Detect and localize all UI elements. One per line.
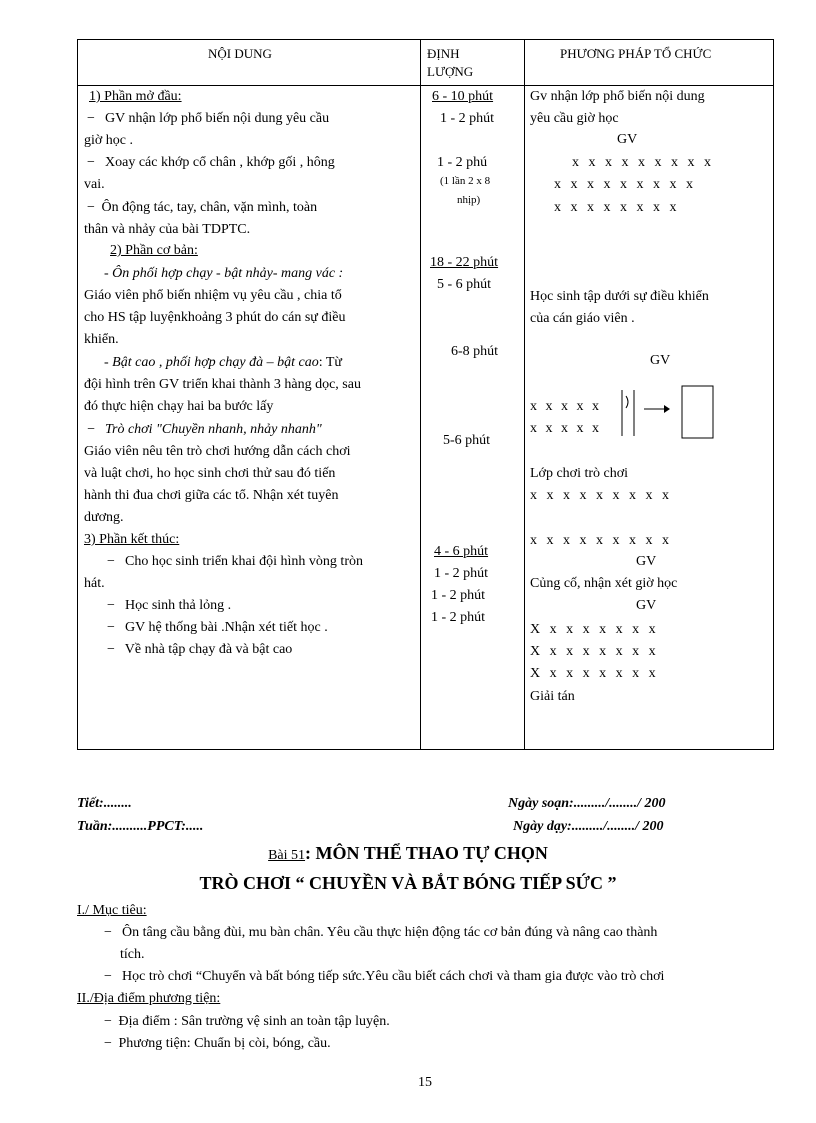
p1-time-note: (1 lần 2 x 8 [440, 175, 491, 187]
dash-icon: − [104, 1036, 112, 1051]
bracket-icon [626, 396, 628, 408]
table-col-divider-1 [420, 39, 421, 750]
p3-formation-row: X x x x x x x x [530, 622, 656, 637]
p3-time-b: 1 - 2 phút [431, 588, 486, 603]
part2-b-line: đội hình trên GV triển khai thành 3 hàng dọc, sau [84, 377, 361, 392]
p1-formation-row: x x x x x x x x x [554, 177, 693, 192]
p2-time-total: 18 - 22 phút [430, 255, 499, 270]
p3-time-a: 1 - 2 phút [434, 566, 489, 581]
dia-diem-item-1: − Địa điểm : Sân trường vệ sinh an toàn tập luyện. [101, 1011, 390, 1033]
part2-a-line: khiển. [84, 332, 119, 347]
lesson-subtitle: TRÒ CHƠI “ CHUYỀN VÀ BẮT BÓNG TIẾP SỨC ” [199, 873, 617, 893]
dash-icon: − [107, 598, 115, 613]
part2-c-title: − Trò chơi "Chuyền nhanh, nhảy nhanh" [84, 419, 322, 441]
part3-item-2: − Học sinh thả lỏng . [104, 595, 231, 617]
p1-method-2: yêu cầu giờ học [530, 111, 619, 126]
table-bottom-border [77, 749, 774, 750]
p1-time-note-2: nhịp) [457, 194, 481, 206]
p2-time-c: 5-6 phút [443, 433, 491, 448]
part1-item-2-cont: vai. [84, 177, 105, 192]
p2-game-row: x x x x x x x x x [530, 533, 669, 548]
p1-time-b: 1 - 2 phú [437, 155, 488, 170]
p3-review: Củng cố, nhận xét giờ học [530, 576, 678, 591]
p1-formation-row: x x x x x x x x [554, 200, 677, 215]
p1-gv: GV [617, 132, 638, 147]
part1-item-1-cont: giờ học . [84, 133, 134, 148]
tiet-label: Tiết:........ [77, 796, 132, 811]
dia-diem-item-2: − Phương tiện: Chuẩn bị còi, bóng, cầu. [101, 1033, 331, 1055]
dia-diem-heading: II./Địa điểm phương tiện: [77, 991, 221, 1006]
p2-game-label: Lớp chơi trò chơi [530, 466, 629, 481]
header-dinh: ĐỊNH [427, 46, 460, 61]
part1-item-3-cont: thân và nhảy của bài TDPTC. [84, 222, 251, 237]
dash-icon: − [86, 422, 96, 437]
table-top-border [77, 39, 774, 40]
part1-item-2: − Xoay các khớp cổ chân , khớp gối , hông [84, 152, 414, 174]
ngay-soan-label: Ngày soạn:........./......../ 200 [508, 796, 666, 811]
p2-formation-row: x x x x x [530, 421, 599, 436]
p3-time-total: 4 - 6 phút [434, 544, 489, 559]
jump-diagram [620, 384, 720, 442]
part2-c-line: dương. [84, 510, 124, 525]
p1-formation-row: x x x x x x x x x [572, 155, 711, 170]
p2-method-2: của cán giáo viên . [530, 311, 635, 326]
dash-icon: − [107, 642, 115, 657]
part3-item-4: − Về nhà tập chạy đà và bật cao [104, 639, 292, 661]
p3-time-c: 1 - 2 phút [431, 610, 486, 625]
table-left-border [77, 39, 78, 750]
dash-icon: − [104, 925, 112, 940]
muc-tieu-item-2: − Học trò chơi “Chuyển và bất bóng tiếp sức.Yêu cầu biết cách chơi và tham gia được vào trò chơi [101, 966, 664, 988]
p2-time-b: 6-8 phút [451, 344, 499, 359]
part3-item-3: − GV hệ thống bài .Nhận xét tiết học . [104, 617, 328, 639]
part1-title: 1) Phần mở đầu: [89, 89, 182, 104]
dash-icon: − [87, 111, 95, 126]
part2-c-line: Giáo viên nêu tên trò chơi hướng dẫn cách chơi [84, 444, 351, 459]
dash-icon: − [87, 155, 95, 170]
p2-gv: GV [650, 353, 671, 368]
part2-a-line: cho HS tập luyệnkhoảng 3 phút do cán sự điều [84, 310, 346, 325]
muc-tieu-heading: I./ Mục tiêu: [77, 903, 147, 918]
part2-b-line: đó thực hiện chạy hai ba bước lấy [84, 399, 274, 414]
ngay-day-label: Ngày dạy:........./......../ 200 [513, 819, 664, 834]
part1-item-1: − GV nhận lớp phổ biến nội dung yêu cầu [84, 108, 414, 130]
p2-method-1: Học sinh tập dưới sự điều khiển [530, 289, 709, 304]
part2-c-line: hành thi đua chơi giữa các tổ. Nhận xét tuyên [84, 488, 339, 503]
muc-tieu-item-1: − Ôn tâng cầu bằng đùi, mu bàn chân. Yêu cầu thực hiện động tác cơ bản đúng và nâng cao thành [101, 922, 657, 944]
header-luong: LƯỢNG [427, 64, 474, 79]
p3-formation-row: X x x x x x x x [530, 666, 656, 681]
p2-formation-row: x x x x x [530, 399, 599, 414]
dash-icon: − [107, 554, 115, 569]
part2-c-line: và luật chơi, ho học sinh chơi thử sau đó tiến [84, 466, 336, 481]
p3-gv-2: GV [636, 598, 657, 613]
part2-b-title: - Bật cao , phối hợp chạy đà – bật cao: Từ [104, 355, 342, 370]
part1-item-3: − Ôn động tác, tay, chân, vặn mình, toàn [84, 197, 414, 219]
arrowhead-icon [664, 405, 670, 413]
part2-a-title: - Ôn phối hợp chạy - bật nhảy- mang vác : [104, 266, 344, 281]
p1-time-a: 1 - 2 phút [440, 111, 495, 126]
p1-time-total: 6 - 10 phút [432, 89, 494, 104]
p3-dismiss: Giải tán [530, 689, 575, 704]
table-right-border [773, 39, 774, 750]
lesson-title: Bài 51: MÔN THỂ THAO TỰ CHỌN [268, 843, 548, 863]
header-noi-dung: NỘI DUNG [208, 46, 272, 61]
part3-item-1: − Cho học sinh triển khai đội hình vòng tròn [104, 551, 363, 573]
part3-title: 3) Phần kết thúc: [84, 532, 180, 547]
dash-icon: − [104, 969, 112, 984]
p1-method-1: Gv nhận lớp phổ biến nội dung [530, 89, 705, 104]
p2-game-row: x x x x x x x x x [530, 488, 669, 503]
landing-box [682, 386, 713, 438]
tuan-label: Tuần:..........PPCT:..... [77, 819, 204, 834]
table-col-divider-2 [524, 39, 525, 750]
muc-tieu-item-1-cont: tích. [120, 947, 145, 962]
part2-a-line: Giáo viên phổ biến nhiệm vụ yêu cầu , chia tổ [84, 288, 342, 303]
page-number: 15 [418, 1075, 432, 1090]
header-phuong-phap: PHƯƠNG PHÁP TỔ CHỨC [560, 46, 712, 61]
dash-icon: − [107, 620, 115, 635]
p3-gv-1: GV [636, 554, 657, 569]
part2-title: 2) Phần cơ bản: [110, 243, 198, 258]
dash-icon: − [104, 1014, 112, 1029]
p2-time-a: 5 - 6 phút [437, 277, 492, 292]
part3-item-1-cont: hát. [84, 576, 105, 591]
dash-icon: − [87, 200, 95, 215]
p3-formation-row: X x x x x x x x [530, 644, 656, 659]
